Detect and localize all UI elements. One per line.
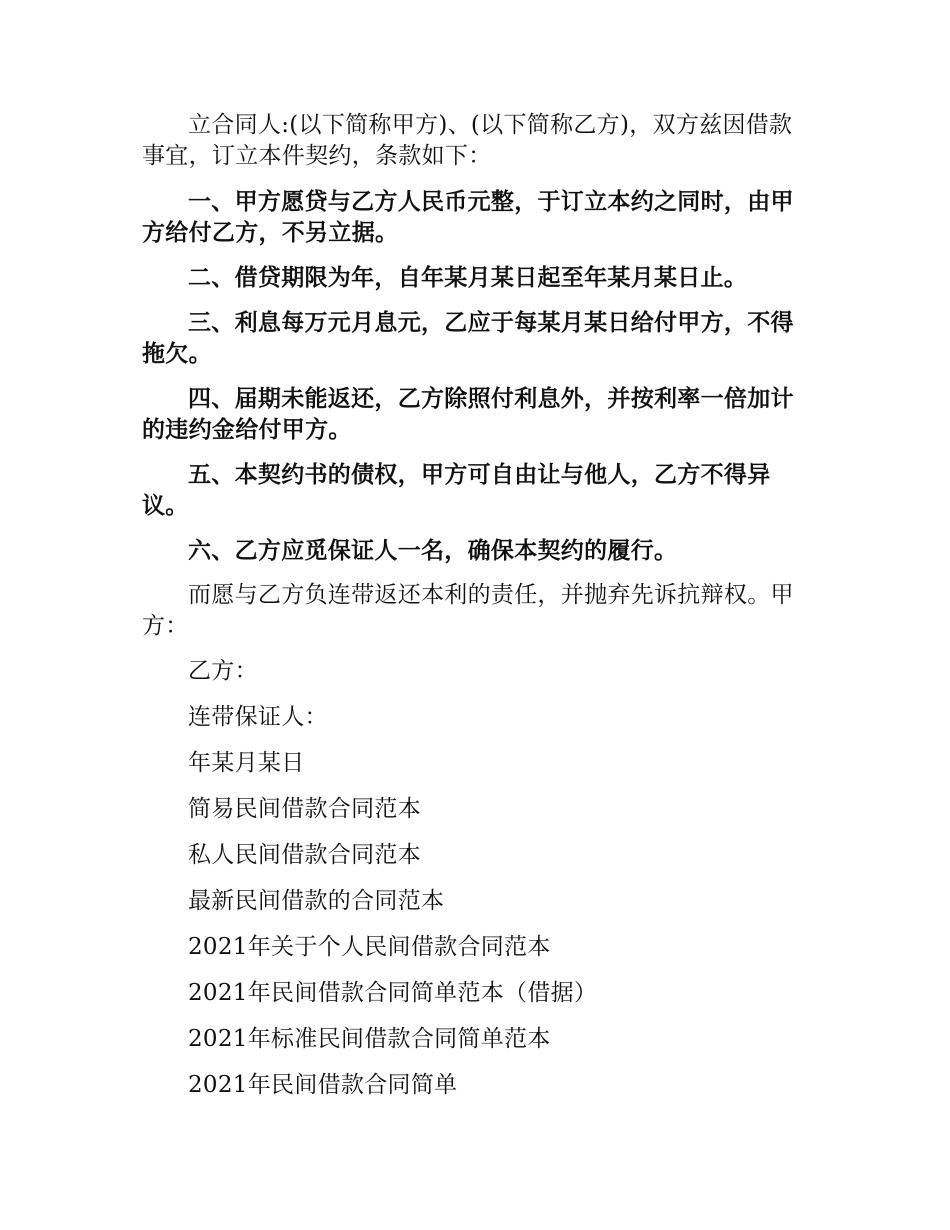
signature-date: 年某月某日 [188, 750, 305, 776]
document-body [142, 110, 807, 1116]
related-title-3: 最新民间借款的合同范本 [188, 888, 445, 914]
clause-4: 四、届期未能返还，乙方除照付利息外，并按利率一倍加计的违约金给付甲方。 [142, 385, 794, 443]
contract-closing: 而愿与乙方负连带返还本利的责任，并抛弃先诉抗辩权。甲方： [142, 582, 794, 639]
related-title-4: 2021年关于个人民间借款合同范本 [188, 934, 551, 960]
clause-3: 三、利息每万元月息元，乙应于每某月某日给付甲方，不得拖欠。 [142, 309, 794, 367]
related-title-7: 2021年民间借款合同简单 [188, 1072, 458, 1098]
related-title-1: 简易民间借款合同范本 [188, 796, 421, 822]
clause-6: 六、乙方应觅保证人一名，确保本契约的履行。 [188, 537, 678, 564]
related-title-2: 私人民间借款合同范本 [188, 842, 421, 868]
clause-1: 一、甲方愿贷与乙方人民币元整，于订立本约之同时，由甲方给付乙方，不另立据。 [142, 188, 794, 246]
clause-5: 五、本契约书的债权，甲方可自由让与他人，乙方不得异议。 [142, 461, 771, 519]
signature-party-b: 乙方： [188, 658, 258, 684]
clause-2: 二、借贷期限为年，自年某月某日起至年某月某日止。 [188, 264, 748, 291]
contract-intro: 立合同人:(以下简称甲方)、(以下简称乙方)，双方兹因借款事宜，订立本件契约，条款如下： [142, 112, 793, 169]
related-title-5: 2021年民间借款合同简单范本（借据） [188, 980, 598, 1006]
signature-guarantor: 连带保证人： [188, 704, 328, 730]
related-title-6: 2021年标准民间借款合同简单范本 [188, 1026, 551, 1052]
